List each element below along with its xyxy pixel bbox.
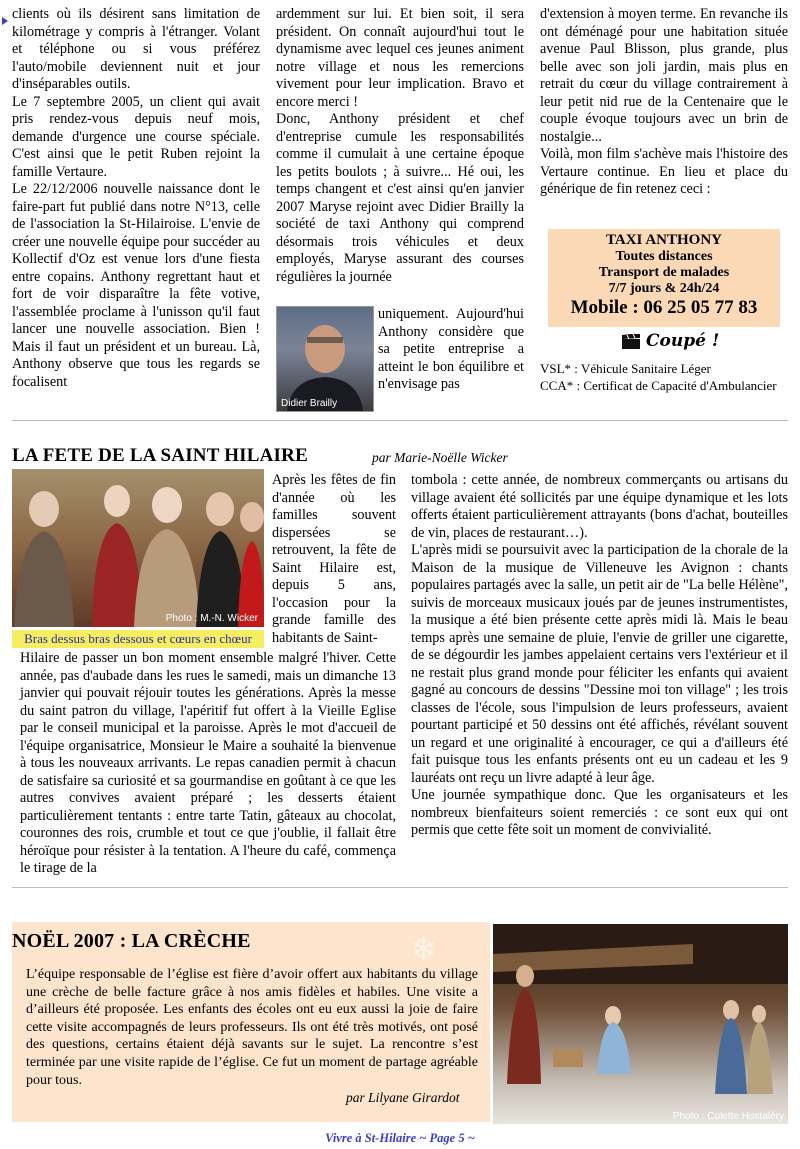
- article-column-2: [276, 6, 524, 286]
- nativity-photo: [493, 924, 788, 1124]
- paragraph: uniquement. Aujourd'hui Anthony considère que sa petite entreprise a atteint le bon équilibre et n'envisage pas: [378, 306, 524, 392]
- paragraph: Le 22/12/2006 nouvelle naissance dont le faire-part fut publié dans notre N°13, celle de l'association la St-Hilairoise. L'envie de créer une nouvelle équipe pour succéder au Kollectif d'Oz est venue lors d'une fiesta entre copains. Anthony regrettant haut et fort de voir disparaître la fête votive, l'assemblée proclame à l'unisson qu'il faut lancer une nouvelle association. Bien ! Mais il faut un président et un bureau. Là, Anthony observe que tous les regards se focalisent: [12, 181, 260, 390]
- article-column-3: [540, 6, 788, 199]
- section-title: LA FETE DE LA SAINT HILAIRE: [12, 445, 308, 466]
- paragraph: tombola : cette année, de nombreux commerçants ou artisans du village avaient été sollicités par une équipe dynamique et les lots offerts étaient particulièrement attrayants (bons d'achat, bouteilles de vin, places de restaurant…).: [411, 472, 788, 541]
- taxi-line: Toutes distances: [615, 249, 713, 264]
- cca-note: CCA* : Certificat de Capacité d'Ambulancier: [540, 378, 777, 393]
- section-title: NOËL 2007 : LA CRÈCHE: [12, 930, 251, 952]
- article-wrap-text: [272, 472, 396, 647]
- bullet-marker: [2, 12, 8, 18]
- event-photo: [12, 469, 264, 627]
- article-column-1: [12, 6, 260, 391]
- article-column-2-wrap: [378, 306, 524, 394]
- portrait-photo: [276, 306, 374, 412]
- person-silhouette-icon: [277, 307, 373, 411]
- paragraph: L'après midi se poursuivit avec la participation de la chorale de la Maison de la musique de Villeneuve les Avignon : chants populaires partagés avec la salle, un petit air de "La belle Hélène", suivis de morceaux musicaux joués par de jeunes instrumentistes, la musique a été bien présente cette après midi là. Mais le beau temps après une semaine de pluie, l'envie de griller une cigarette, de se dégourdir les jambes appelaient certains vers l'extérieur et il ne restait plus grand monde pour féliciter les enfants qui avaient gagné au concours de dessins "Dessine moi ton village" ; les trois classes de l'école, sous l'impulsion de leurs professeurs, avaient pourtant participé et 50 dessins ont été affichés, révélant souvent un regard et une originalité à encourager, ce qui a d'ailleurs été fait puisque tous les enfants présents ont eu un cadeau et les 9 lauréats ont reçu un livre adapté à leur âge.: [411, 542, 788, 786]
- divider: [12, 887, 788, 888]
- article-column-2: [411, 472, 788, 840]
- taxi-line: Transport de malades: [598, 265, 730, 280]
- divider: [12, 420, 788, 421]
- article-column-1: [20, 650, 396, 878]
- photo-credit: Photo : Colette Hostaléry: [672, 1111, 784, 1122]
- paragraph: d'extension à moyen terme. En revanche ils ont déménagé pour une habitation située avenue Paul Blisson, plus grande, plus belle avec son joli jardin, mais plus en retrait du cœur du village contrairement à leur petit nid rue de la Centenaire que le couple évoque toujours avec un brin de nostalgie...: [540, 6, 788, 145]
- taxi-phone: Mobile : 06 25 05 77 83: [570, 297, 758, 318]
- taxi-contact-box: [548, 229, 780, 327]
- photo-caption: Didier Brailly: [281, 398, 338, 409]
- vsl-note: VSL* : Véhicule Sanitaire Léger: [540, 361, 711, 376]
- snowflake-icon: ❄: [410, 931, 437, 967]
- taxi-name: TAXI ANTHONY: [606, 232, 722, 248]
- nativity-scene-icon: [493, 924, 788, 1124]
- coupe-label: Coupé !: [646, 331, 720, 351]
- paragraph: Hilaire de passer un bon moment ensemble malgré l'hiver. Cette année, pas d'aubade dans les rues le samedi, mais un dimanche 13 janvier qui pouvait réjouir toutes les générations. Après la messe du saint patron du village, l'apéritif fut offert à la Vieille Eglise par le conseil municipal et la paroisse. Après le mot d'accueil de l'équipe organisatrice, Monsieur le Maire a souhaité la bienvenue à tous les nouveaux arrivants. Le repas canadien permit à chacun de satisfaire sa curiosité et sa gourmandise en goûtant à ce que les autres convives avaient préparé ; les desserts étaient particulièrement tentants : entre tarte Tatin, gâteaux au chocolat, couronnes des rois, crumble et tout ce que j'oublie, il fallait être héroïque pour résister à la tentation. A l'heure du café, commença le tirage de la: [20, 650, 396, 876]
- group-photo-icon: [12, 469, 264, 627]
- page-footer: Vivre à St-Hilaire ~ Page 5 ~: [325, 1131, 475, 1145]
- byline: par Marie-Noëlle Wicker: [372, 450, 508, 465]
- clapperboard-icon: [621, 334, 641, 350]
- paragraph: Donc, Anthony président et chef d'entreprise cumule les responsabilités comme il cumulait à une certaine époque les petits boulots ; à suivre... Hé oui, les temps changent et c'est ainsi qu'en janvier 2007 Maryse rejoint avec Didier Brailly la société de taxi Anthony qui comprend désormais trois véhicules et deux employés, Maryse assurant des courses régulières la journée: [276, 111, 524, 285]
- noel-body: [26, 966, 478, 1089]
- paragraph: Une journée sympathique donc. Que les organisateurs et les nombreux bienfaiteurs soient remerciés : ce sont eux qui ont permis que cette fête soit un moment de convivialité.: [411, 787, 788, 838]
- paragraph: Après les fêtes de fin d'année où les familles souvent dispersées se retrouvent, la fête de Saint Hilaire est, depuis 5 ans, l'occasion pour la grande famille des habitants de Saint-: [272, 472, 396, 646]
- paragraph: L’équipe responsable de l’église est fière d’avoir offert aux habitants du village une crèche de belle facture grâce à nos amis fidèles et habiles. Une visite a d’ailleurs été proposée. Les enfants des écoles ont eu eux aussi la joie de faire cette visite accompagnés de leurs professeurs. Ils ont été très motivés, ont posé des questions, certains étaient déjà savants sur le sujet. La rencontre s’est terminée par une visite rapide de l’église. Ce fut un moment de partage agréable pour tous.: [26, 967, 478, 1088]
- taxi-line: 7/7 jours & 24h/24: [608, 281, 720, 296]
- byline: par Lilyane Girardot: [346, 1090, 460, 1105]
- photo-credit: Photo : M.-N. Wicker: [165, 613, 258, 624]
- paragraph: Voilà, mon film s'achève mais l'histoire des Vertaure continue. En lieu et place du générique de fin retenez ceci :: [540, 146, 788, 197]
- paragraph: clients où ils désirent sans limitation de kilométrage y compris à l'étranger. Volant et téléphone ou si vous préférez l'auto/mobile deviennent nuit et jour d'inséparables outils.: [12, 6, 260, 92]
- paragraph: ardemment sur lui. Et bien soit, il sera président. On connaît aujourd'hui tout le dynamisme avec lequel ces jeunes animent notre village et nous les remercions vivement pour leur implication. Bravo et encore merci !: [276, 6, 524, 110]
- photo-caption: Bras dessus bras dessous et cœurs en chœur: [12, 630, 264, 648]
- paragraph: Le 7 septembre 2005, un client qui avait pris rendez-vous depuis neuf mois, demande d'urgence une course spéciale. C'est ainsi que le petit Ruben rejoint la famille Vertaure.: [12, 93, 260, 180]
